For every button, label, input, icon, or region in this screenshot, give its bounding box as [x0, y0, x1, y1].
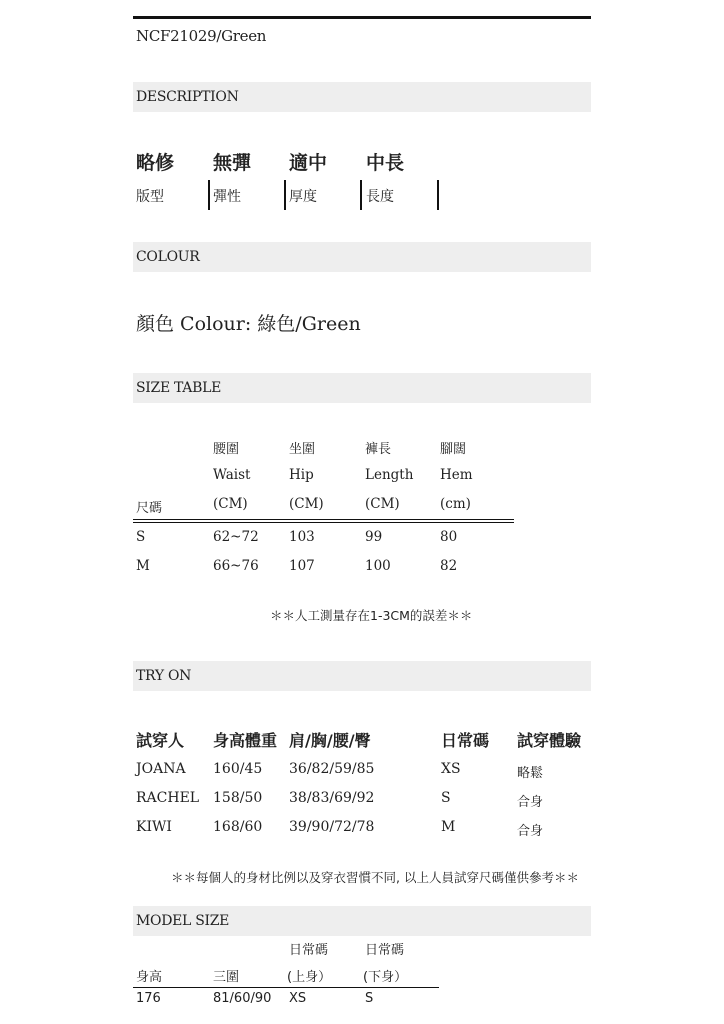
tryon-height-weight: 160/45 [213, 761, 263, 777]
tryon-measurements: 36/82/59/85 [289, 761, 375, 777]
attr-length-label: 長度 [366, 189, 394, 205]
top-rule [133, 16, 591, 19]
size-header-length-cn: 褲長 [365, 442, 392, 457]
model-measurements: 81/60/90 [213, 991, 272, 1006]
size-header-size: 尺碼 [136, 501, 163, 516]
tryon-size: S [441, 790, 451, 806]
size-row-hip: 107 [289, 558, 315, 574]
tryon-header-measurements: 肩/胸/腰/臀 [289, 731, 371, 750]
size-row-hem: 82 [440, 558, 458, 574]
tryon-feel: 合身 [517, 795, 544, 810]
tryon-name: RACHEL [136, 790, 200, 806]
scale-marker [208, 180, 210, 210]
section-title: TRY ON [136, 668, 192, 684]
section-model-size [133, 906, 591, 936]
attr-fit-value: 略修 [136, 152, 175, 174]
tryon-header-size: 日常碼 [441, 731, 490, 750]
tryon-name: KIWI [136, 819, 172, 835]
scale-marker [284, 180, 286, 210]
model-height: 176 [136, 991, 161, 1006]
model-bottom-size: S [365, 991, 374, 1006]
tryon-measurements: 38/83/69/92 [289, 790, 375, 806]
size-header-hem-unit: (cm) [440, 496, 471, 512]
section-colour [133, 242, 591, 272]
model-top-size: XS [289, 991, 307, 1006]
attr-stretch-label: 彈性 [213, 189, 241, 205]
size-header-hip-unit: (CM) [289, 496, 324, 512]
scale-marker [360, 180, 362, 210]
size-row-length: 100 [365, 558, 391, 574]
size-row-hip: 103 [289, 529, 315, 545]
model-header-measurements: 三圍 [213, 970, 240, 985]
product-sku: NCF21029/Green [136, 27, 267, 45]
model-header-bottom-label: (下身） [363, 970, 408, 985]
attr-length-value: 中長 [366, 152, 405, 174]
model-header-height: 身高 [136, 970, 163, 985]
section-try-on [133, 661, 591, 691]
size-row-waist: 66~76 [213, 558, 259, 574]
model-table-rule [133, 987, 439, 988]
attr-fit-label: 版型 [136, 189, 164, 205]
table-rule [133, 519, 514, 520]
size-header-length-unit: (CM) [365, 496, 400, 512]
tryon-size: XS [441, 761, 461, 777]
model-header-bottom-size: 日常碼 [365, 943, 405, 958]
size-row-length: 99 [365, 529, 383, 545]
model-header-top-size: 日常碼 [289, 943, 329, 958]
tryon-name: JOANA [136, 761, 186, 777]
tryon-header-feel: 試穿體驗 [517, 731, 582, 750]
size-header-hip-en: Hip [289, 467, 314, 483]
size-row-size: S [136, 529, 146, 545]
size-row-waist: 62~72 [213, 529, 259, 545]
size-header-length-en: Length [365, 467, 414, 483]
attr-thickness-label: 厚度 [289, 189, 317, 205]
size-header-waist-en: Waist [213, 467, 251, 483]
colour-text: 顏色 Colour: 綠色/Green [136, 313, 361, 335]
size-header-waist-unit: (CM) [213, 496, 248, 512]
tryon-height-weight: 158/50 [213, 790, 263, 806]
size-note: ＊＊人工測量存在1-3CM的誤差＊＊ [270, 608, 473, 623]
table-rule [133, 522, 514, 523]
size-header-waist-cn: 腰圍 [213, 442, 240, 457]
tryon-measurements: 39/90/72/78 [289, 819, 375, 835]
section-title: COLOUR [136, 249, 200, 265]
tryon-note: ＊＊每個人的身材比例以及穿衣習慣不同, 以上人員試穿尺碼僅供參考＊＊ [171, 870, 579, 885]
model-header-top-label: (上身） [287, 970, 332, 985]
section-description [133, 82, 591, 112]
tryon-header-name: 試穿人 [136, 731, 185, 750]
section-title: MODEL SIZE [136, 913, 230, 929]
size-header-hem-cn: 腳闊 [440, 442, 467, 457]
section-size-table [133, 373, 591, 403]
tryon-height-weight: 168/60 [213, 819, 263, 835]
size-row-hem: 80 [440, 529, 458, 545]
size-header-hip-cn: 坐圍 [289, 442, 316, 457]
size-row-size: M [136, 558, 150, 574]
tryon-size: M [441, 819, 456, 835]
section-title: DESCRIPTION [136, 89, 239, 105]
tryon-feel: 合身 [517, 824, 544, 839]
attr-thickness-value: 適中 [289, 152, 328, 174]
tryon-header-height-weight: 身高體重 [213, 731, 278, 750]
scale-marker [437, 180, 439, 210]
tryon-feel: 略鬆 [517, 766, 544, 781]
size-header-hem-en: Hem [440, 467, 473, 483]
attr-stretch-value: 無彈 [213, 152, 252, 174]
section-title: SIZE TABLE [136, 380, 222, 396]
